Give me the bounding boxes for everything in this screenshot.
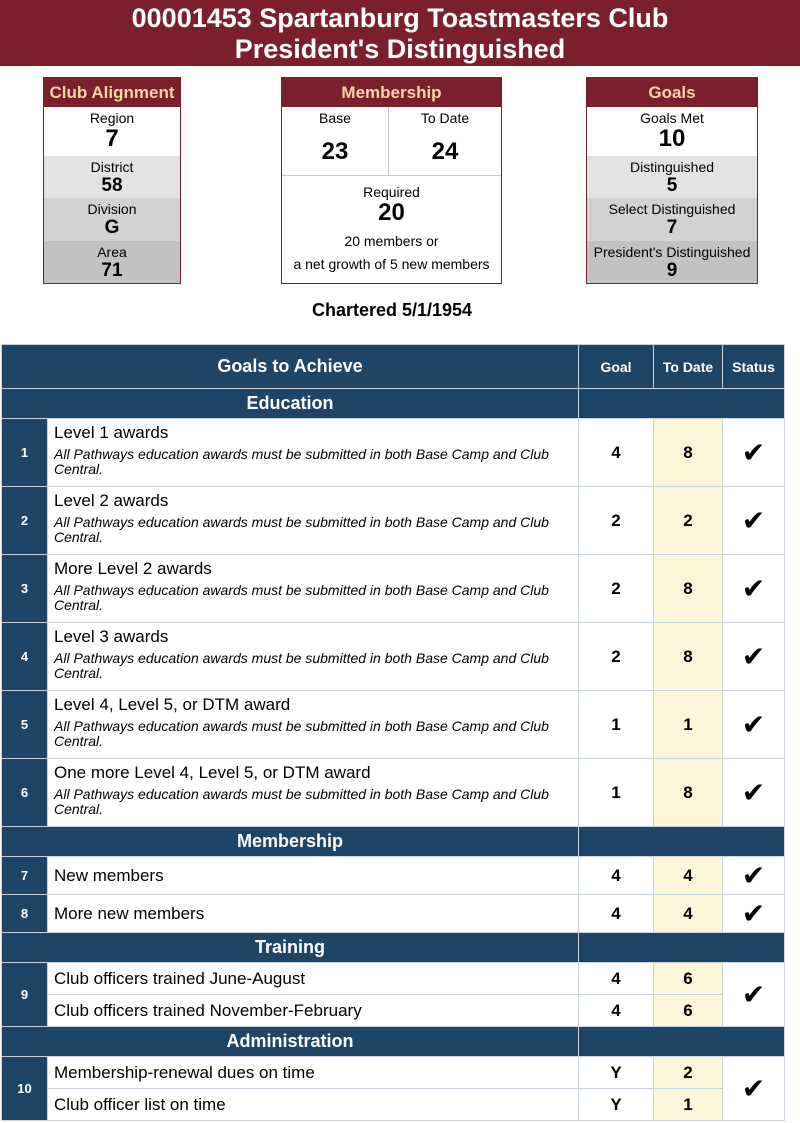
- check-icon: ✔: [723, 895, 785, 933]
- table-row: [2, 995, 785, 1027]
- row-todate: 4: [654, 895, 723, 933]
- section-education: Education: [2, 389, 579, 419]
- section-row: [2, 933, 785, 963]
- row-description: [48, 759, 579, 827]
- check-icon: ✔: [723, 1057, 785, 1121]
- row-number: 2: [2, 487, 48, 555]
- division-value: G: [104, 217, 120, 238]
- goals-met-cell: [587, 107, 757, 156]
- table-row: [2, 419, 785, 487]
- row-title: New members: [48, 857, 579, 895]
- col-goals-header: Goals to Achieve: [2, 345, 579, 389]
- check-icon: ✔: [723, 623, 785, 691]
- membership-title: Membership: [282, 78, 501, 107]
- table-row: [2, 1089, 785, 1121]
- area-value: 71: [101, 260, 123, 281]
- row-title: Level 4, Level 5, or DTM award: [54, 695, 291, 714]
- presidents-distinguished-label: President's Distinguished: [593, 244, 751, 260]
- distinguished-label: Distinguished: [629, 159, 715, 175]
- row-title: Club officers trained June-August: [48, 963, 579, 995]
- row-note: All Pathways education awards must be submitted in both Base Camp and Club Central.: [54, 582, 549, 613]
- table-row: [2, 623, 785, 691]
- division-cell: [44, 198, 180, 241]
- distinguished-cell: [587, 156, 757, 198]
- title-banner: [0, 0, 800, 66]
- section-row: [2, 389, 785, 419]
- goals-met-value: 10: [658, 125, 686, 152]
- table-row: [2, 1057, 785, 1089]
- check-icon: ✔: [723, 419, 785, 487]
- row-number: 9: [2, 963, 48, 1027]
- select-distinguished-value: 7: [666, 217, 678, 238]
- row-title: More Level 2 awards: [54, 559, 212, 578]
- todate-label: To Date: [420, 110, 470, 126]
- row-goal: 4: [579, 963, 654, 995]
- required-note-2: a net growth of 5 new members: [293, 256, 490, 272]
- row-todate: 4: [654, 857, 723, 895]
- required-value: 20: [378, 199, 405, 226]
- row-number: 6: [2, 759, 48, 827]
- todate-value: 24: [431, 138, 459, 165]
- section-filler: [579, 1027, 785, 1057]
- region-value: 7: [105, 125, 119, 152]
- goals-title: Goals: [587, 78, 757, 107]
- table-row: [2, 555, 785, 623]
- row-number: 4: [2, 623, 48, 691]
- table-row: [2, 857, 785, 895]
- row-goal: 2: [579, 487, 654, 555]
- row-note: All Pathways education awards must be submitted in both Base Camp and Club Central.: [54, 650, 549, 681]
- district-cell: [44, 156, 180, 198]
- check-icon: ✔: [723, 857, 785, 895]
- row-description: [48, 691, 579, 759]
- table-header-row: [2, 345, 785, 389]
- row-title: Club officers trained November-February: [48, 995, 579, 1027]
- table-row: [2, 691, 785, 759]
- row-number: 5: [2, 691, 48, 759]
- row-todate: 8: [654, 419, 723, 487]
- section-filler: [579, 827, 785, 857]
- section-row: [2, 827, 785, 857]
- row-todate: 8: [654, 759, 723, 827]
- club-alignment-box: [43, 77, 181, 284]
- division-label: Division: [87, 201, 137, 217]
- row-goal: 1: [579, 691, 654, 759]
- row-description: [48, 419, 579, 487]
- row-title: One more Level 4, Level 5, or DTM award: [54, 763, 371, 782]
- row-note: All Pathways education awards must be submitted in both Base Camp and Club Central.: [54, 446, 549, 477]
- goals-met-label: Goals Met: [640, 110, 704, 126]
- row-title: Club officer list on time: [48, 1089, 579, 1121]
- area-cell: [44, 241, 180, 283]
- section-row: [2, 1027, 785, 1057]
- region-cell: [44, 107, 180, 156]
- region-label: Region: [89, 110, 135, 126]
- row-title: More new members: [48, 895, 579, 933]
- presidents-distinguished-value: 9: [666, 260, 678, 281]
- row-description: [48, 487, 579, 555]
- row-goal: 4: [579, 857, 654, 895]
- row-note: All Pathways education awards must be submitted in both Base Camp and Club Central.: [54, 786, 549, 817]
- col-goal-header: Goal: [579, 345, 654, 389]
- chartered-date: Chartered 5/1/1954: [311, 300, 473, 320]
- required-cell: [282, 176, 501, 272]
- row-number: 3: [2, 555, 48, 623]
- row-description: [48, 555, 579, 623]
- goals-table: [1, 344, 785, 1121]
- row-todate: 1: [654, 1089, 723, 1121]
- table-row: [2, 759, 785, 827]
- row-goal: 2: [579, 555, 654, 623]
- club-status: President's Distinguished: [234, 34, 566, 64]
- required-label: Required: [363, 184, 420, 200]
- row-number: 7: [2, 857, 48, 895]
- base-cell: [282, 107, 389, 175]
- check-icon: ✔: [723, 487, 785, 555]
- row-title: Level 2 awards: [54, 491, 169, 510]
- row-title: Level 3 awards: [54, 627, 169, 646]
- check-icon: ✔: [723, 555, 785, 623]
- section-membership: Membership: [2, 827, 579, 857]
- required-note-1: 20 members or: [344, 233, 439, 249]
- presidents-distinguished-cell: [587, 241, 757, 283]
- club-alignment-title: Club Alignment: [44, 78, 180, 107]
- col-status-header: Status: [723, 345, 785, 389]
- check-icon: ✔: [723, 963, 785, 1027]
- table-row: [2, 895, 785, 933]
- row-todate: 2: [654, 1057, 723, 1089]
- row-number: 1: [2, 419, 48, 487]
- goals-box: [586, 77, 758, 284]
- table-row: [2, 487, 785, 555]
- row-todate: 6: [654, 963, 723, 995]
- row-goal: 4: [579, 895, 654, 933]
- check-icon: ✔: [723, 759, 785, 827]
- row-description: [48, 623, 579, 691]
- section-training: Training: [2, 933, 579, 963]
- area-label: Area: [97, 244, 127, 260]
- select-distinguished-cell: [587, 198, 757, 241]
- row-note: All Pathways education awards must be submitted in both Base Camp and Club Central.: [54, 514, 549, 545]
- row-title: Level 1 awards: [54, 423, 169, 442]
- select-distinguished-label: Select Distinguished: [608, 201, 736, 217]
- row-todate: 8: [654, 623, 723, 691]
- row-number: 10: [2, 1057, 48, 1121]
- row-goal: 2: [579, 623, 654, 691]
- district-label: District: [90, 159, 134, 175]
- membership-counts: [282, 107, 501, 176]
- row-todate: 8: [654, 555, 723, 623]
- row-goal: 1: [579, 759, 654, 827]
- row-todate: 1: [654, 691, 723, 759]
- distinguished-value: 5: [666, 175, 678, 196]
- row-todate: 2: [654, 487, 723, 555]
- row-goal: Y: [579, 1057, 654, 1089]
- base-label: Base: [319, 110, 351, 126]
- row-note: All Pathways education awards must be submitted in both Base Camp and Club Central.: [54, 718, 549, 749]
- membership-box: [281, 77, 502, 284]
- section-filler: [579, 933, 785, 963]
- base-value: 23: [321, 138, 349, 165]
- section-administration: Administration: [2, 1027, 579, 1057]
- row-number: 8: [2, 895, 48, 933]
- table-row: [2, 963, 785, 995]
- row-title: Membership-renewal dues on time: [48, 1057, 579, 1089]
- check-icon: ✔: [723, 691, 785, 759]
- row-goal: 4: [579, 419, 654, 487]
- row-todate: 6: [654, 995, 723, 1027]
- row-goal: 4: [579, 995, 654, 1027]
- col-todate-header: To Date: [654, 345, 723, 389]
- row-goal: Y: [579, 1089, 654, 1121]
- todate-cell: [389, 107, 501, 175]
- district-value: 58: [101, 175, 123, 196]
- section-filler: [579, 389, 785, 419]
- club-title: 00001453 Spartanburg Toastmasters Club: [131, 3, 669, 33]
